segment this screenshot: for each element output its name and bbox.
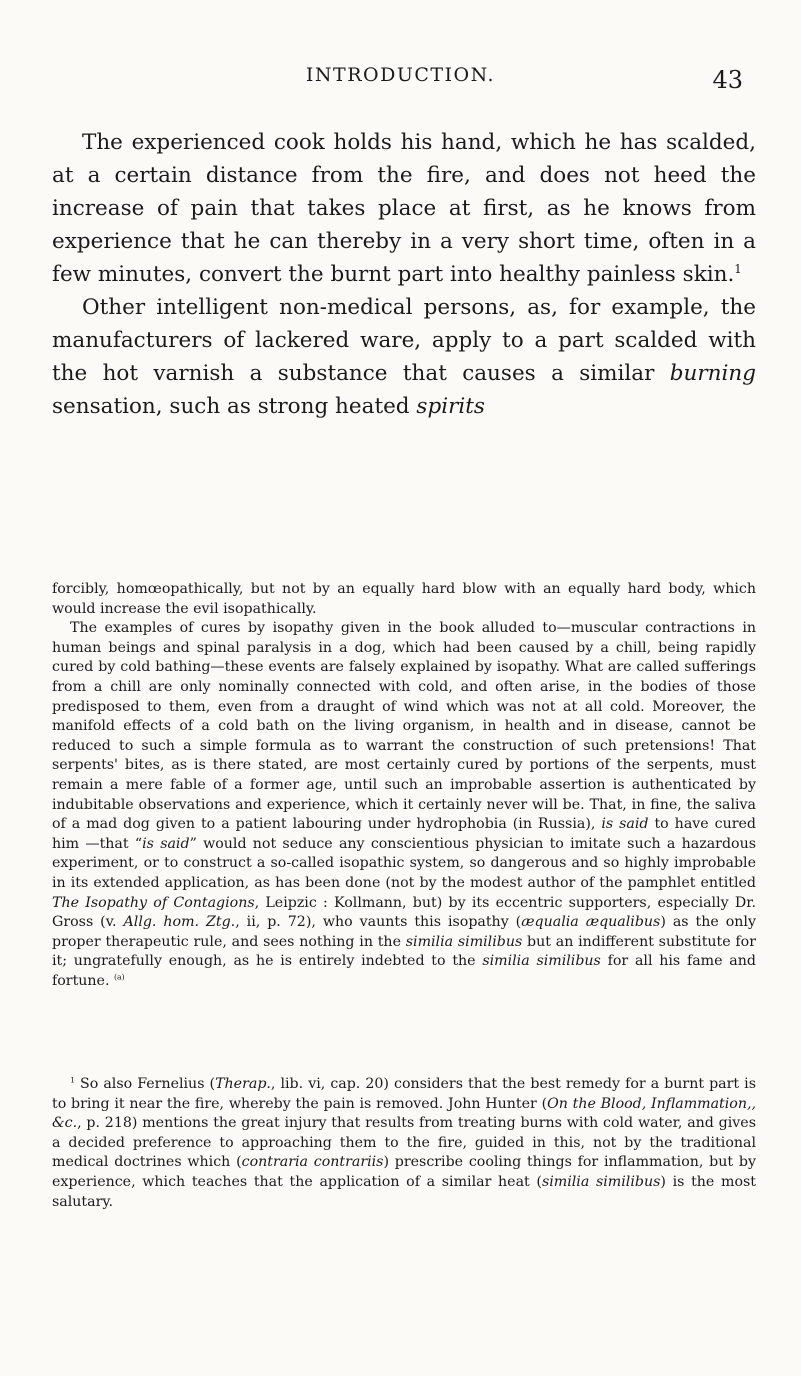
note-italic: similia similibus [482,953,601,970]
emphasis-spirits: spirits [416,394,485,419]
page-header [0,64,801,104]
footnote-italic: contraria contrariis [241,1154,384,1171]
footnote-italic: On the Blood, Inflammation,, &c. [52,1095,756,1132]
page-number: 43 [712,66,743,94]
footnote-italic: similia similibus [541,1173,661,1190]
continued-note [52,580,756,991]
continued-note-paragraph-2 [52,619,756,991]
footnote-text: So also Fernelius ( [74,1076,216,1092]
note-italic: Allg. hom. Ztg. [123,914,236,931]
footnote-text: , p. 218) mentions the great injury that results from treating burns with cold water, and gives a decided preference to approaching them to the fire, guided in this, not by the traditional medical doctrines which ( [52,1115,756,1171]
emphasis-burning: burning [669,361,756,386]
footnote-text: ) is the most salutary. [52,1173,756,1210]
note-text: ” would not seduce any conscientious physician to imitate such a hazardous experiment, or to construct a so-called isopathic system, so dangerous and so highly improbable in its extended application, as has been done (not by the modest author of the pamphlet entitled [52,835,757,891]
note-text: , ii, p. 72), who vaunts this isopathy ( [235,914,522,931]
main-paragraph-2-text: Other intelligent non-medical persons, as, for example, the manufacturers of lackered ware, apply to a part scalded with the hot varnish a substance that causes a similar [52,295,756,386]
continued-note-paragraph-1: forcibly, homœopathically, but not by an equally hard blow with an equally hard body, which would increase the evil isopathically. [52,581,756,617]
footnote-text: ) prescribe cooling things for inflammation, but by experience, which teaches that the application of a similar heat ( [52,1154,756,1190]
main-text [52,126,756,423]
note-italic: is said [142,835,190,852]
running-head: INTRODUCTION. [305,64,496,86]
footnote-text: , lib. vi, cap. 20) considers that the best remedy for a burnt part is to bring it near the fire, whereby the pain is removed. John Hunter ( [52,1076,756,1112]
main-paragraph-1 [52,126,756,291]
footnote-1 [52,1075,756,1212]
main-paragraph-2 [52,291,756,423]
footnote-italic: Therap. [215,1076,271,1092]
note-text: to have cured him —that “ [52,816,757,852]
note-italic-title: The Isopathy of Contagions [52,894,255,911]
note-ref-a: (a) [113,972,125,982]
footnote-paragraph [52,1075,756,1212]
main-paragraph-2-text-cont: sensation, such as strong heated [52,394,417,419]
footnote-marker: 1 [70,1075,75,1085]
note-italic: æqualia æqualibus [521,914,661,931]
note-italic: similia similibus [405,933,523,950]
footnote-ref-1: 1 [734,261,742,276]
main-paragraph-1-text: The experienced cook holds his hand, which he has scalded, at a certain distance from the fire, and does not heed the increase of pain that takes place at first, as he knows from experience that he can thereby in a very short time, often in a few minutes, convert the burnt part into healthy painless skin. [52,130,756,287]
note-text: for all his fame and fortune. [52,953,756,989]
note-text: The examples of cures by isopathy given in the book alluded to—muscular contractions in human beings and spinal paralysis in a dog, which had been caused by a chill, being rapidly cured by cold bathing—these events are falsely explained by isopathy. What are called sufferings from a chill are only nominally connected with cold, and often arise, in the bodies of those predisposed to them, even from a draught of wind which was not at all cold. Moreover, the manifold effects of a cold bath on the living organism, in health and in disease, cannot be reduced to such a simple formula as to warrant the construction of such pretensions! That serpents' bites, as is there stated, are most certainly cured by portions of the serpents, must remain a mere fable of a former age, until such an improbable assertion is authenticated by indubitable observations and experience, which it certainly never will be. That, in fine, the saliva of a mad dog given to a patient labouring under hydrophobia (in Russia), [52,620,756,833]
note-text: but an indifferent substitute for it; ungratefully enough, as he is entirely indebted to the [52,933,756,970]
note-text: ) as the only proper therapeutic rule, and sees nothing in the [52,914,756,950]
note-italic: is said [601,816,649,833]
note-text: , Leipzic : Kollmann, but) by its eccentric supporters, especially Dr. Gross (v. [52,894,756,931]
